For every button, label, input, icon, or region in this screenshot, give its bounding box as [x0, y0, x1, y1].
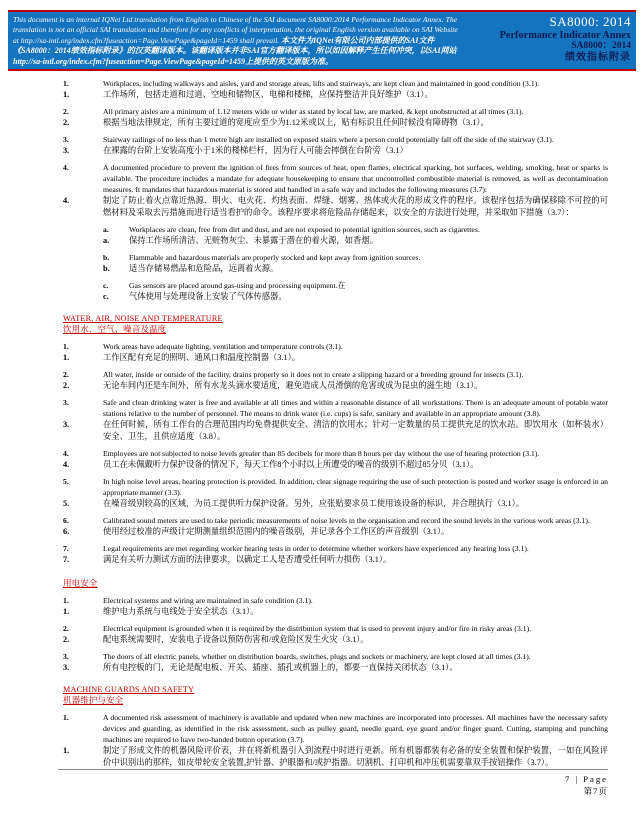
item-letter: a. [103, 225, 109, 235]
list-item [55, 78, 608, 101]
item-row-zh [55, 419, 608, 443]
item-row-zh [55, 459, 608, 471]
list-item [55, 595, 608, 618]
item-row-en [55, 595, 608, 606]
item-row-zh [55, 89, 608, 101]
translation-notice [13, 15, 469, 67]
item-text-zh: 制定了防止着火点靠近热源、明火、电火花、灼热表面、焊缝、烟雾、热体或火花的形成文件的程序。该程序包括为确保移除不可控的可燃材料及采取去污措施而进行适当看护的命令。该程序要求将危险品存储起来，以安全的方法进行处理，并采取如下措施（3.7）： [103, 196, 608, 218]
item-number: 3. [63, 135, 69, 145]
list-item [55, 448, 608, 471]
item-row-en [101, 224, 608, 235]
item-text-en: Flammable and hazardous materials are properly stocked and kept away from ignition sources. [129, 253, 421, 263]
title-annex-zh: 绩效指标附录 [565, 51, 631, 63]
item-text-en: Workplaces, including walkways and aisles, yard and storage areas, lifts and stairways, are kept clean and maintained in good condition (3.1). [103, 79, 540, 89]
item-number: 5. [63, 477, 69, 487]
section-heading-en: WATER, AIR, NOISE AND TEMPERATURE [63, 314, 223, 324]
item-row-en [55, 106, 608, 117]
item-row-zh [55, 117, 608, 129]
item-number: 2. [63, 635, 70, 645]
item-row-en [101, 280, 608, 291]
item-text-zh: 工作区配有充足的照明、通风口和温度控制器（3.1）。 [103, 353, 301, 363]
item-text-en: The doors of all electric panels, whether on distribution boards, switches, plugs and sockets or machinery, are kept closed at all times (3.1). [103, 652, 531, 662]
section-heading-zh: 机器维护与安全 [63, 695, 124, 706]
item-text-en: A documented risk assessment of machinery is available and updated when new machines are incorporated into processes. All machines have the necessary safety devices and guarding, as identified in the risk assessment, such as pulley guard, needle guard, eye guard and/or finger guard. Cutting, stamping and punching machines are required to have two-handed button operation (3.7). [103, 713, 608, 745]
item-row-zh [55, 634, 608, 646]
item-letter: c. [103, 281, 109, 291]
item-number: 4. [63, 460, 70, 470]
item-text-en: Safe and clean drinking water is free and available at all times and within a reasonable distance of all workstations. There is an adequate amount of potable water stations relative to the number of personnel. The means to drink water (i.e. cups) is safe, sanitary and available in an appropriate amount (3.8). [103, 398, 608, 419]
list-item [55, 515, 608, 538]
item-number: 3. [63, 398, 69, 408]
item-number: 1. [63, 90, 70, 100]
item-number: 2. [63, 107, 69, 117]
item-text-zh: 使用经过校准的声级计定期测量组织范围内的噪音级别，并记录各个工作区的声音级别（3.1）。 [103, 527, 450, 537]
item-number: 3. [63, 663, 70, 673]
item-text-en: Work areas have adequate lighting, ventilation and temperature controls (3.1). [103, 342, 343, 352]
page-number-zh: 第7页 [583, 786, 608, 796]
item-row-zh [55, 352, 608, 364]
item-row-zh [55, 145, 608, 157]
sub-list-item [101, 224, 608, 247]
item-number: 6. [63, 516, 69, 526]
title-annex-en: Performance Indicator Annex [499, 29, 631, 41]
item-text-en: Calibrated sound meters are used to take periodic measurements of noise levels in the organisation and record the sound levels in the various work areas (3.1). [103, 516, 590, 526]
document-body [55, 78, 608, 769]
item-text-en: A documented procedure to prevent the ignition of fires from sources of heat, open flames, electrical sparking, hot surfaces, welding, smoking, heat or sparks is available. The procedure includes a mandate for adequate housekeeping to ensure that uncontrolled combustible material is removed, as well as decontamination measures. It mandates that hazardous material is stored and handled in a safe way and includes the following measures (3.7): [103, 163, 608, 195]
sub-list-item [101, 252, 608, 275]
list-item [55, 369, 608, 392]
item-number: 5. [63, 499, 70, 509]
header-band [8, 10, 636, 71]
item-row-en [55, 78, 608, 89]
item-number: 1. [63, 607, 70, 617]
list-item [55, 162, 608, 303]
item-number: 4. [63, 163, 69, 173]
item-row-zh [55, 745, 608, 769]
item-row-en [55, 515, 608, 526]
item-text-en: Electrical systems and wiring are maintained in safe condition (3.1). [103, 596, 313, 606]
item-row-zh [55, 195, 608, 219]
item-row-en [55, 341, 608, 352]
list-item [55, 397, 608, 443]
item-text-zh: 制定了形成文件的机器风险评价表，并在将新机器引入到流程中时进行更新。所有机器都装有必备的安全装置和保护装置，一如在风险评价中识别出的那样，如皮带轮安全装置,护针器、护眼器和/或护指器。切割机、打印机和冲压机需要靠双手按钮操作（3.7）。 [103, 746, 608, 768]
item-row-en [101, 252, 608, 263]
translation-notice-zh: 本文件为IQNet有限公司内部提供的SAI文件《SA8000：2014绩效指标附录》的汉英翻译版本。该翻译版本并非SAI官方翻译版本，所以如因解释产生任何冲突，以SAI网站http://sa-intl.org/index.cfm?fuseaction=Page.ViewPage&pageId=1459上提供的英文原版为准。 [13, 35, 457, 66]
item-text-zh: 适当存储易燃品和危险品，远离着火源。 [129, 264, 279, 274]
item-row-en [55, 397, 608, 419]
section-heading-electrical-safety [63, 577, 608, 589]
item-text-zh: 工作场所，包括走道和过道、空地和储物区、电梯和楼梯，应保持整洁并良好维护（3.1）。 [103, 90, 433, 100]
list-item [55, 134, 608, 157]
item-text-en: All primary aisles are a minimum of 1.12 meters wide or wider as stated by local law, are marked, & kept unobstructed at all times (3.1). [103, 107, 524, 117]
item-row-zh [101, 291, 608, 303]
item-row-zh [101, 263, 608, 275]
section-heading-water-air-noise-temperature [63, 314, 608, 335]
item-letter: c. [103, 292, 109, 302]
item-row-en [55, 448, 608, 459]
item-number: 6. [63, 527, 70, 537]
item-text-zh: 无论车间内还是车间外，所有水龙头滴水要适度，避免造成人员滑倒的危害或成为昆虫的滋生地（3.1）。 [103, 381, 483, 391]
section-heading-zh: 饮用水、空气、噪音及温度 [63, 324, 167, 335]
item-row-zh [55, 526, 608, 538]
item-number: 7. [63, 544, 69, 554]
item-row-zh [55, 662, 608, 674]
item-letter: b. [103, 253, 110, 263]
item-text-zh: 根据当地法律规定，所有主要过道的宽度应至少为1.12米或以上，贴有标识且任何时候没有障碍物（3.1）。 [103, 118, 489, 128]
list-item [55, 106, 608, 129]
item-number: 1. [63, 79, 69, 89]
item-number: 2. [63, 118, 70, 128]
item-text-zh: 保持工作场所清洁、无赃物灰尘、未暴露于潜在的着火源，如香烟。 [129, 236, 378, 246]
item-number: 2. [63, 370, 69, 380]
item-text-en: All water, inside or outside of the facility, drains properly so it does not to create a slipping hazard or a breeding ground for insects (3.1). [103, 370, 524, 380]
list-item [55, 341, 608, 364]
item-row-zh [55, 606, 608, 618]
item-text-en: Gas sensors are placed around gas-using and processing equipment.在 [129, 281, 346, 291]
item-number: 4. [63, 449, 69, 459]
item-number: 4. [63, 196, 70, 206]
list-item [55, 476, 608, 510]
item-text-zh: 员工在未佩戴听力保护设备的情况下，每天工作8个小时以上所遭受的噪音的级别不超过85分贝（3.1）。 [103, 460, 479, 470]
section-heading-zh: 用电安全 [63, 578, 98, 589]
item-letter: a. [103, 236, 110, 246]
item-number: 1. [63, 713, 69, 723]
item-text-zh: 气体使用与处理设备上安装了气体传感器。 [129, 292, 287, 302]
item-row-en [55, 651, 608, 662]
item-text-en: Workplaces are clean, free from dirt and dust, and are not exposed to potential ignition sources, such as cigarettes. [129, 225, 480, 235]
title-standard-zh: SA8000：2014 [571, 41, 631, 52]
item-row-en [55, 543, 608, 554]
title-standard-en: SA8000: 2014 [549, 14, 631, 29]
section-heading-machine-guards-safety [63, 685, 608, 706]
item-text-en: Stairway railings of no less than 1 metre high are installed on exposed stairs where a person could potentially fall off the side of the stairway (3.1). [103, 135, 554, 145]
list-item [55, 543, 608, 566]
item-row-zh [55, 380, 608, 392]
document-title [469, 15, 631, 67]
list-item [55, 623, 608, 646]
sub-list [101, 224, 608, 303]
list-item [55, 712, 608, 769]
item-number: 2. [63, 624, 69, 634]
item-text-zh: 配电系统需要时，安装电子设备以预防伤害和/或危险区发生火灾（3.1）。 [103, 635, 369, 645]
item-row-zh [101, 235, 608, 247]
item-letter: b. [103, 264, 110, 274]
list-item [55, 651, 608, 674]
item-text-zh: 维护电力系统与电线处于安全状态（3.1）。 [103, 607, 259, 617]
item-number: 3. [63, 146, 70, 156]
item-number: 7. [63, 555, 70, 565]
item-row-en [55, 369, 608, 380]
item-text-en: Legal requirements are met regarding worker hearing tests in order to determine whether workers have experienced any hearing loss (3.1). [103, 544, 529, 554]
item-row-en [55, 623, 608, 634]
item-number: 3. [63, 420, 70, 430]
item-text-zh: 在噪音级别较高的区域，为员工提供听力保护设备。另外，应张贴要求员工使用该设备的标识，并合理执行（3.1）。 [103, 499, 525, 509]
item-text-en: In high noise level areas, hearing protection is provided. In addition, clear signage requiring the use of such protection is posted and worker usage is enforced in an appropriate manner (3.3). [103, 477, 608, 498]
item-row-en [55, 134, 608, 145]
translation-notice-en: This document is an internal IQNet Ltd translation from English to Chinese of the SAI document SA8000:2014 Performance Indicator Annex. The translation is not an official SAI translation and therefore for any conflicts of interpretation, the original English version available on SAI Website at http://sa-intl.org/index.cfm?fuseaction=Page.ViewPage&pageId=1459 shall prevail. [13, 15, 458, 45]
item-number: 1. [63, 746, 70, 756]
item-row-en [55, 712, 608, 745]
item-text-zh: 在任何时候，所有工作台的合理范围内均免费提供安全、清洁的饮用水；针对一定数量的员工提供充足的饮水站。即饮用水（如杯装水）安全、卫生，且供应适度（3.8）。 [103, 420, 608, 442]
page-number-en: 7 | Page [564, 774, 608, 784]
sub-list-item [101, 280, 608, 303]
item-row-en [55, 476, 608, 498]
item-number: 2. [63, 381, 70, 391]
page-footer [58, 769, 608, 797]
item-row-en [55, 162, 608, 195]
item-row-zh [55, 554, 608, 566]
item-number: 1. [63, 353, 70, 363]
item-text-zh: 满足有关听力测试方面的法律要求，以确定工人是否遭受任何听力损伤（3.1）。 [103, 555, 392, 565]
section-heading-en: MACHINE GUARDS AND SAFETY [63, 685, 195, 695]
item-row-zh [55, 498, 608, 510]
item-text-en: Electrical equipment is grounded when it is required by the distribution system that is used to prevent injury and/or fire in risky areas (3.1). [103, 624, 532, 634]
item-text-zh: 在裸露的台阶上安装高度小于1米的楼梯栏杆，因为行人可能会摔倒在台阶旁（3.1） [103, 146, 408, 156]
item-number: 1. [63, 596, 69, 606]
item-text-zh: 所有电控板的门，无论是配电板、开关、插座、插孔或机器上的，都要一直保持关闭状态（3.1）。 [103, 663, 458, 673]
item-number: 3. [63, 652, 69, 662]
item-number: 1. [63, 342, 69, 352]
item-text-en: Employees are not subjected to noise levels greater than 85 decibels for more than 8 hours per day without the use of hearing protection (3.1). [103, 449, 540, 459]
